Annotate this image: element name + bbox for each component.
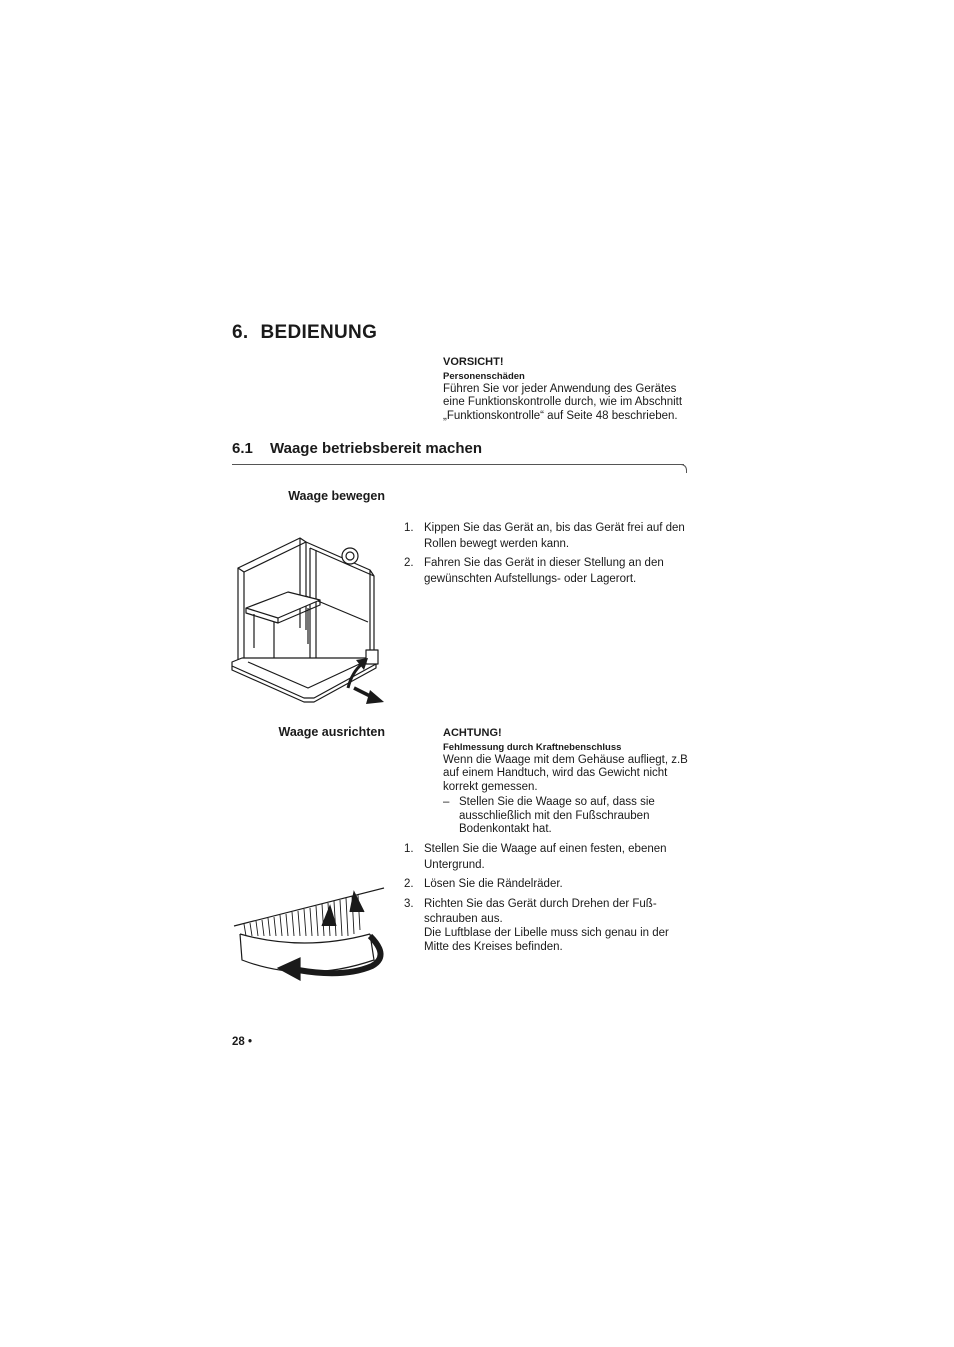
- caution-label: VORSICHT!: [443, 356, 504, 368]
- align-step: [404, 842, 694, 873]
- caution-text: Führen Sie vor jeder Anwendung des Gerätes eine Funktionskontrolle durch, wie im Abschnitt „Funktionskontrolle“ auf Seite 48 beschrieben.: [443, 382, 683, 422]
- step-text: Kippen Sie das Gerät an, bis das Gerät frei auf den Rollen bewegt werden kann.: [424, 522, 685, 550]
- chapter-heading: [232, 322, 377, 344]
- align-followup: Die Luftblase der Libelle muss sich genau in der Mitte des Kreises befinden.: [424, 927, 669, 953]
- section-number: 6.1: [232, 440, 253, 457]
- attention-note: [443, 727, 693, 837]
- move-step: [404, 521, 694, 552]
- step-number: 3.: [404, 897, 414, 910]
- move-step: [404, 556, 694, 587]
- step-text: Fahren Sie das Gerät in dieser Stellung an den gewünschten Aufstellungs- oder Lagerort.: [424, 557, 664, 585]
- step-text: Stellen Sie die Waage auf einen festen, ebenen Untergrund.: [424, 843, 667, 871]
- chapter-number: 6.: [232, 322, 249, 343]
- step-text: Lösen Sie die Rändelräder.: [424, 878, 563, 890]
- caution-subtitle: Personenschäden: [443, 370, 525, 382]
- section-divider-hook: [680, 464, 687, 473]
- dash-text: Stellen Sie die Waage so auf, dass sie ausschließlich mit den Fußschrauben Bodenkontakt hat.: [459, 796, 655, 835]
- attention-instruction: [443, 796, 693, 837]
- page-number: 28 •: [232, 1036, 253, 1048]
- section-heading: [232, 440, 482, 457]
- attention-text: Wenn die Waage mit dem Gehäuse aufliegt, z.B auf einem Handtuch, wird das Gewicht nicht korrekt gemessen.: [443, 753, 688, 793]
- caution-note: [443, 356, 693, 423]
- attention-subtitle: Fehlmessung durch Kraftnebenschluss: [443, 741, 622, 753]
- align-step: [404, 897, 694, 928]
- align-heading: Waage ausrichten: [278, 725, 385, 739]
- step-number: 1.: [404, 522, 414, 534]
- dash-marker: –: [443, 796, 450, 808]
- step-number: 2.: [404, 878, 414, 890]
- step-text: Richten Sie das Gerät durch Drehen der Fuß-schrauben aus.: [424, 897, 657, 925]
- section-title: Waage betriebsbereit machen: [270, 440, 483, 457]
- step-number: 2.: [404, 557, 414, 569]
- scale-tilt-illustration: [228, 538, 388, 708]
- section-divider: [232, 464, 684, 465]
- move-steps: [404, 521, 694, 591]
- align-steps: [404, 842, 694, 928]
- align-step: [404, 877, 694, 893]
- adjusting-foot-illustration: [234, 886, 390, 984]
- step-number: 1.: [404, 843, 414, 855]
- move-heading: Waage bewegen: [288, 489, 385, 503]
- chapter-title: BEDIENUNG: [260, 322, 378, 343]
- attention-label: ACHTUNG!: [443, 727, 502, 739]
